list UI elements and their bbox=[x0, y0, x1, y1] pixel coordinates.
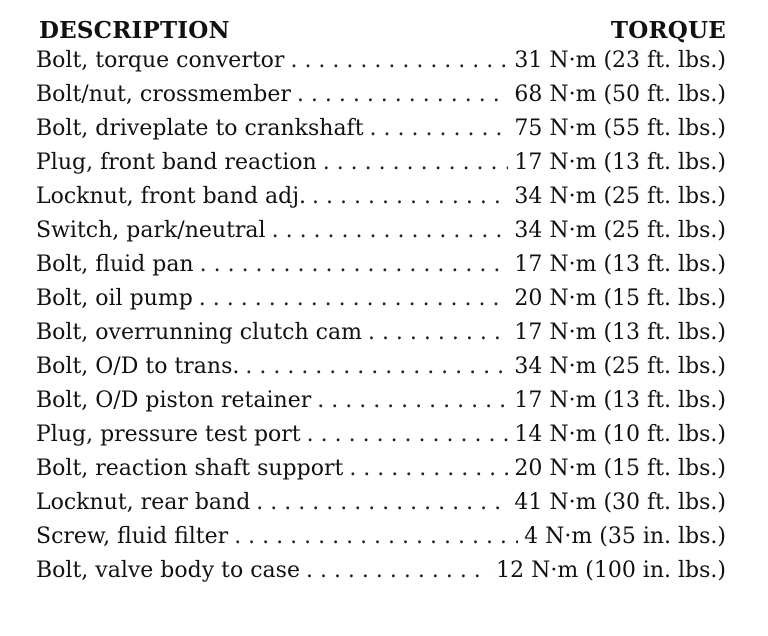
dot-leader bbox=[370, 112, 509, 146]
table-row bbox=[36, 214, 726, 248]
row-torque: 20 N·m (15 ft. lbs.) bbox=[514, 286, 726, 311]
torque-column-header: TORQUE bbox=[610, 17, 726, 44]
table-row bbox=[36, 44, 726, 78]
dot-leader bbox=[245, 350, 508, 384]
row-torque: 41 N·m (30 ft. lbs.) bbox=[514, 490, 726, 515]
table-row bbox=[36, 112, 726, 146]
dot-leader bbox=[306, 554, 490, 588]
row-description: Bolt, O/D to trans. bbox=[36, 354, 240, 379]
table-row bbox=[36, 554, 726, 588]
table-row bbox=[36, 282, 726, 316]
row-torque: 17 N·m (13 ft. lbs.) bbox=[514, 388, 726, 413]
row-description: Locknut, rear band bbox=[36, 490, 251, 515]
dot-leader bbox=[297, 78, 508, 112]
row-torque: 34 N·m (25 ft. lbs.) bbox=[514, 184, 726, 209]
row-torque: 17 N·m (13 ft. lbs.) bbox=[514, 320, 726, 345]
row-torque: 31 N·m (23 ft. lbs.) bbox=[514, 48, 726, 73]
row-torque: 20 N·m (15 ft. lbs.) bbox=[514, 456, 726, 481]
row-description: Locknut, front band adj. bbox=[36, 184, 307, 209]
dot-leader bbox=[323, 146, 509, 180]
row-torque: 68 N·m (50 ft. lbs.) bbox=[514, 82, 726, 107]
row-torque: 12 N·m (100 in. lbs.) bbox=[496, 558, 726, 583]
row-torque: 14 N·m (10 ft. lbs.) bbox=[514, 422, 726, 447]
row-torque: 34 N·m (25 ft. lbs.) bbox=[514, 218, 726, 243]
dot-leader bbox=[199, 282, 509, 316]
row-torque: 34 N·m (25 ft. lbs.) bbox=[514, 354, 726, 379]
table-row bbox=[36, 384, 726, 418]
table-row bbox=[36, 486, 726, 520]
table-row bbox=[36, 350, 726, 384]
dot-leader bbox=[256, 486, 508, 520]
dot-leader bbox=[317, 384, 508, 418]
table-row bbox=[36, 78, 726, 112]
row-description: Plug, front band reaction bbox=[36, 150, 317, 175]
table-row bbox=[36, 180, 726, 214]
dot-leader bbox=[272, 214, 509, 248]
row-description: Bolt, O/D piston retainer bbox=[36, 388, 312, 413]
row-description: Screw, fluid filter bbox=[36, 524, 229, 549]
table-row bbox=[36, 146, 726, 180]
row-description: Bolt/nut, crossmember bbox=[36, 82, 291, 107]
dot-leader bbox=[234, 520, 518, 554]
description-column-header: DESCRIPTION bbox=[39, 17, 230, 44]
row-description: Bolt, reaction shaft support bbox=[36, 456, 344, 481]
torque-spec-table bbox=[36, 10, 726, 588]
row-description: Switch, park/neutral bbox=[36, 218, 266, 243]
row-description: Bolt, torque convertor bbox=[36, 48, 285, 73]
row-description: Bolt, overrunning clutch cam bbox=[36, 320, 362, 345]
row-description: Plug, pressure test port bbox=[36, 422, 301, 447]
dot-leader bbox=[312, 180, 508, 214]
table-row bbox=[36, 248, 726, 282]
table-row bbox=[36, 316, 726, 350]
row-torque: 75 N·m (55 ft. lbs.) bbox=[514, 116, 726, 141]
dot-leader bbox=[307, 418, 509, 452]
row-description: Bolt, valve body to case bbox=[36, 558, 300, 583]
table-row bbox=[36, 520, 726, 554]
row-description: Bolt, oil pump bbox=[36, 286, 193, 311]
row-torque: 17 N·m (13 ft. lbs.) bbox=[514, 150, 726, 175]
table-row bbox=[36, 418, 726, 452]
dot-leader bbox=[368, 316, 508, 350]
dot-leader bbox=[349, 452, 508, 486]
row-torque: 4 N·m (35 in. lbs.) bbox=[524, 524, 726, 549]
dot-leader bbox=[290, 44, 508, 78]
table-header bbox=[36, 10, 726, 44]
row-description: Bolt, fluid pan bbox=[36, 252, 194, 277]
row-torque: 17 N·m (13 ft. lbs.) bbox=[514, 252, 726, 277]
dot-leader bbox=[200, 248, 509, 282]
table-row bbox=[36, 452, 726, 486]
row-description: Bolt, driveplate to crankshaft bbox=[36, 116, 364, 141]
